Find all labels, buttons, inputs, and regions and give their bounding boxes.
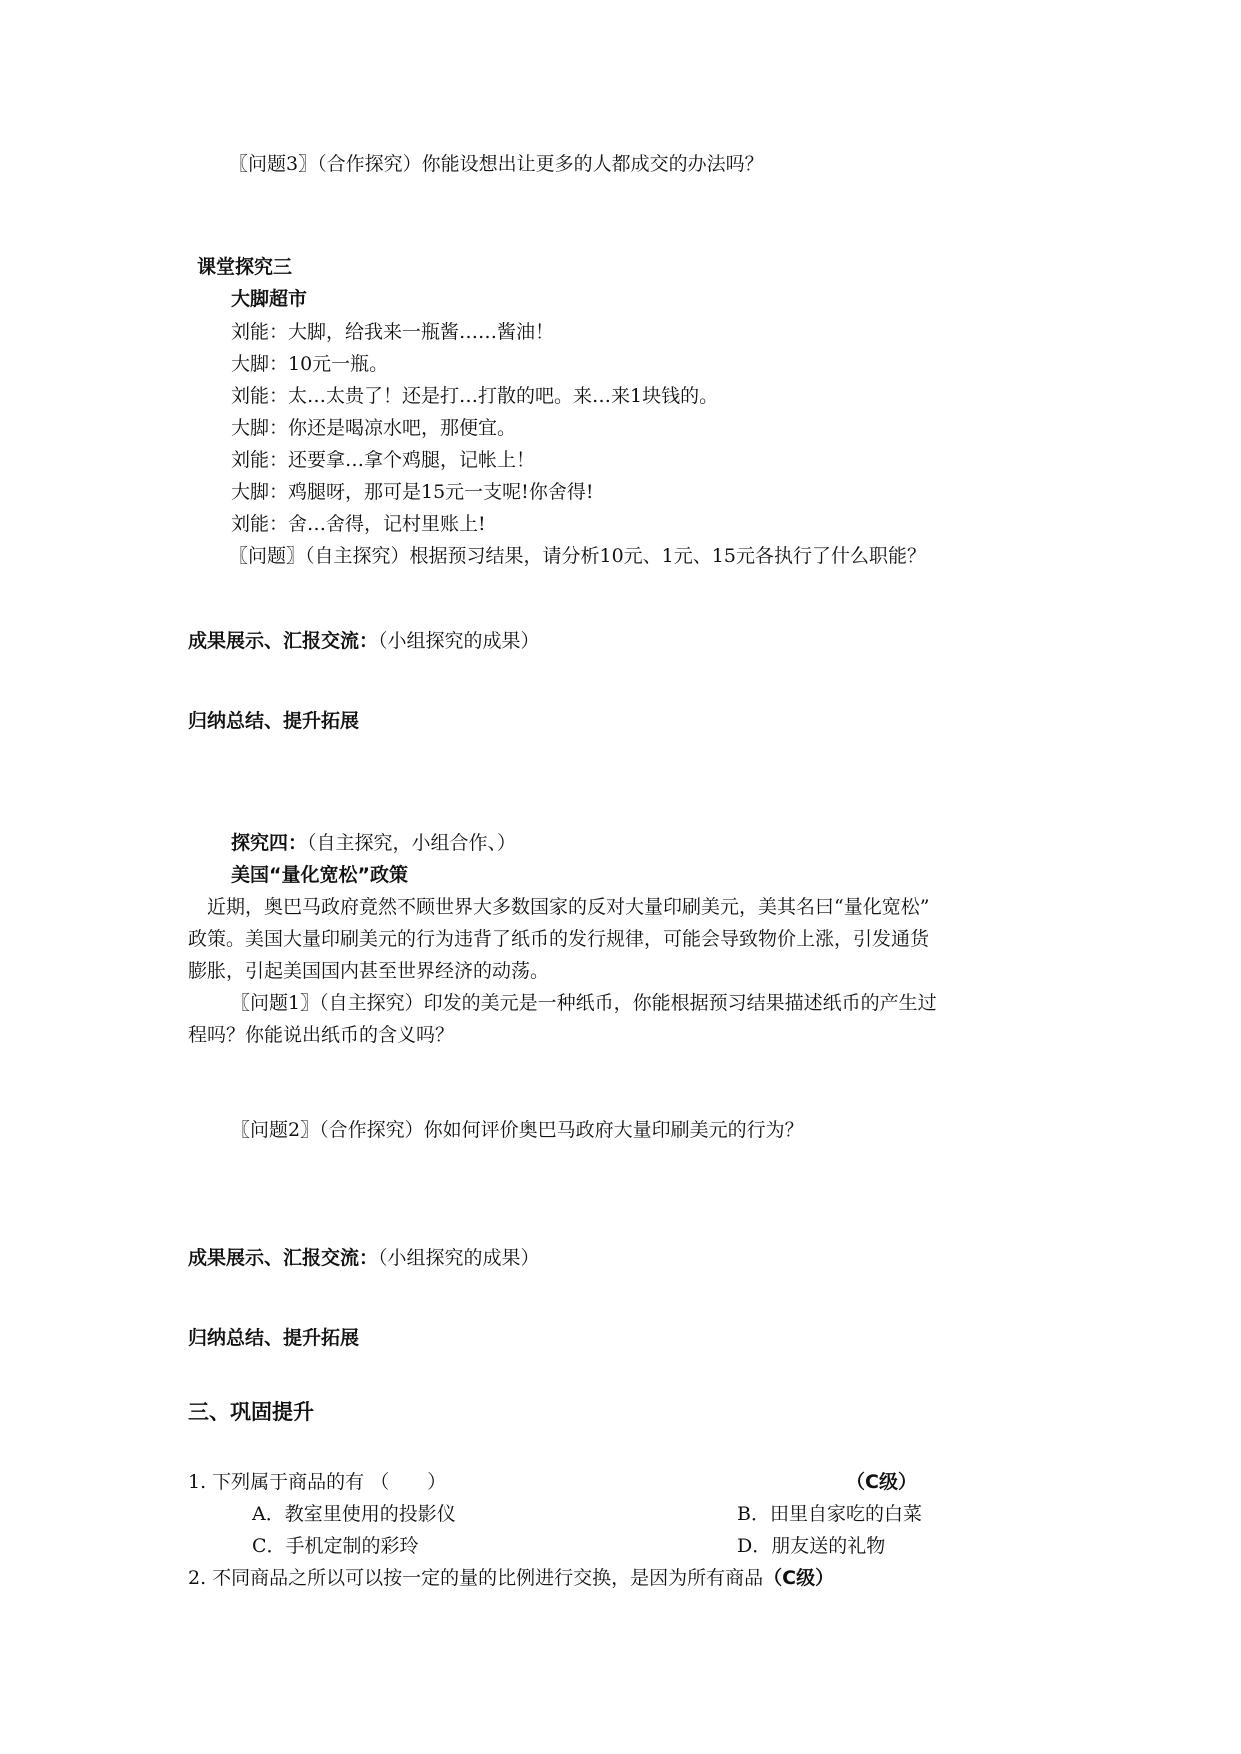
item-1-level: （C级） (846, 1471, 917, 1493)
explore-4-paragraph-line: 政策。美国大量印刷美元的行为违背了纸币的发行规律，可能会导致物价上涨，引发通货 (188, 928, 930, 950)
report-1-label: 成果展示、汇报交流： (188, 630, 379, 652)
explore-3-question: 〖问题〗（自主探究）根据预习结果，请分析10元、1元、15元各执行了什么职能？ (229, 545, 926, 567)
item-1-option-d: D．朋友送的礼物 (737, 1535, 886, 1557)
explore-4-mode: （自主探究，小组合作、） (307, 832, 517, 854)
explore-4-question-1-line: 程吗？你能说出纸币的含义吗？ (188, 1024, 455, 1046)
dialogue-line: 刘能：大脚，给我来一瓶酱……酱油！ (231, 321, 555, 343)
item-2 (188, 1564, 834, 1592)
item-2-level: （C级） (763, 1567, 835, 1589)
explore-4-title: 美国“量化宽松”政策 (231, 864, 408, 886)
report-2 (188, 1244, 540, 1272)
explore-4-question-1-line: 〖问题1〗（自主探究）印发的美元是一种纸币，你能根据预习结果描述纸币的产生过 (231, 992, 937, 1014)
explore-3-title: 大脚超市 (231, 288, 308, 310)
question-3: 〖问题3〗（合作探究）你能设想出让更多的人都成交的办法吗？ (229, 153, 764, 175)
item-1-option-a: A．教室里使用的投影仪 (252, 1503, 456, 1525)
report-1-text: （小组探究的成果） (378, 630, 540, 652)
report-2-text: （小组探究的成果） (378, 1247, 540, 1269)
report-2-label: 成果展示、汇报交流： (188, 1247, 379, 1269)
summary-1: 归纳总结、提升拓展 (188, 710, 360, 732)
section-3-heading: 三、巩固提升 (188, 1400, 314, 1424)
dialogue-line: 大脚：鸡腿呀，那可是15元一支呢!你舍得! (231, 481, 594, 503)
item-2-stem: 2. 不同商品之所以可以按一定的量的比例进行交换，是因为所有商品 (188, 1567, 764, 1589)
item-1-stem: 1. 下列属于商品的有 （ ） (188, 1471, 447, 1493)
summary-2: 归纳总结、提升拓展 (188, 1327, 360, 1349)
report-1 (188, 627, 540, 655)
explore-3-heading: 课堂探究三 (197, 256, 293, 278)
dialogue-line: 刘能：还要拿…拿个鸡腿，记帐上！ (231, 449, 536, 471)
dialogue-line: 大脚：你还是喝凉水吧，那便宜。 (231, 417, 517, 439)
dialogue-line: 刘能：舍…舍得，记村里账上! (231, 513, 486, 535)
dialogue-line: 大脚：10元一瓶。 (231, 353, 389, 375)
explore-4-heading (231, 829, 516, 857)
item-1-option-c: C．手机定制的彩玲 (252, 1535, 419, 1557)
explore-4-label: 探究四： (231, 832, 308, 854)
explore-4-paragraph-line: 膨胀，引起美国国内甚至世界经济的动荡。 (188, 960, 550, 982)
dialogue-line: 刘能：太…太贵了！还是打…打散的吧。来…来1块钱的。 (231, 385, 719, 407)
item-1-option-b: B．田里自家吃的白菜 (737, 1503, 922, 1525)
explore-4-question-2: 〖问题2〗（合作探究）你如何评价奥巴马政府大量印刷美元的行为？ (231, 1119, 804, 1141)
explore-4-paragraph-line: 近期，奥巴马政府竟然不顾世界大多数国家的反对大量印刷美元，美其名曰“量化宽松” (207, 896, 930, 918)
